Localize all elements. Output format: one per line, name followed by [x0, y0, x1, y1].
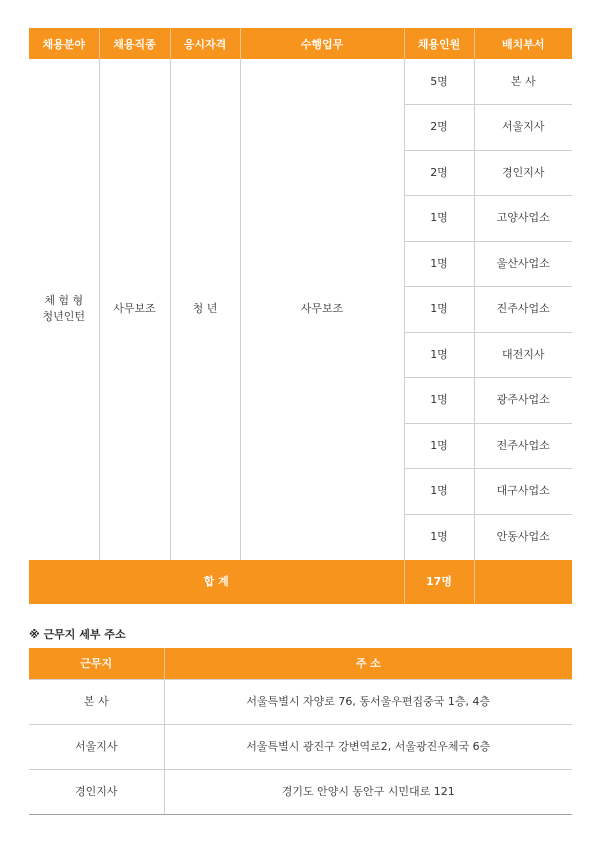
- address-cell: 서울특별시 자양로 76, 동서울우편집중국 1층, 4층: [164, 679, 572, 724]
- field-line2: 청년인턴: [42, 310, 85, 324]
- recruitment-table: [29, 28, 572, 604]
- field-line1: 체 험 형: [44, 294, 84, 308]
- header-headcount: 채용인원: [404, 28, 474, 59]
- department-cell: 전주사업소: [474, 423, 572, 469]
- workplace-cell: 경인지사: [29, 769, 164, 814]
- header-duty: 수행업무: [240, 28, 404, 59]
- headcount-cell: 1명: [404, 332, 474, 378]
- headcount-cell: 2명: [404, 105, 474, 151]
- address-cell: 경기도 안양시 동안구 시민대로 121: [164, 769, 572, 814]
- header-qualification: 응시자격: [170, 28, 240, 59]
- total-count: 17명: [404, 560, 474, 604]
- headcount-cell: 1명: [404, 423, 474, 469]
- department-cell: 대전지사: [474, 332, 572, 378]
- department-cell: 본 사: [474, 59, 572, 105]
- header-field: 채용분야: [29, 28, 99, 59]
- headcount-cell: 1명: [404, 469, 474, 515]
- header-job-type: 채용직종: [99, 28, 170, 59]
- workplace-cell: 서울지사: [29, 724, 164, 769]
- table-row: [29, 679, 572, 724]
- department-cell: 고양사업소: [474, 196, 572, 242]
- headcount-cell: 1명: [404, 378, 474, 424]
- table-row: [29, 59, 572, 105]
- job-type-cell: 사무보조: [99, 59, 170, 560]
- address-header-row: [29, 648, 572, 679]
- department-cell: 경인지사: [474, 150, 572, 196]
- department-cell: 진주사업소: [474, 287, 572, 333]
- department-cell: 안동사업소: [474, 514, 572, 560]
- department-cell: 서울지사: [474, 105, 572, 151]
- table-row: [29, 724, 572, 769]
- department-cell: 광주사업소: [474, 378, 572, 424]
- field-cell: [29, 59, 99, 560]
- address-cell: 서울특별시 광진구 강변역로2, 서울광진우체국 6층: [164, 724, 572, 769]
- qualification-cell: 청 년: [170, 59, 240, 560]
- total-label: 합 계: [29, 560, 404, 604]
- headcount-cell: 1명: [404, 241, 474, 287]
- headcount-cell: 2명: [404, 150, 474, 196]
- headcount-cell: 1명: [404, 514, 474, 560]
- header-department: 배치부서: [474, 28, 572, 59]
- recruitment-header-row: [29, 28, 572, 59]
- headcount-cell: 5명: [404, 59, 474, 105]
- header-workplace: 근무지: [29, 648, 164, 679]
- total-row: [29, 560, 572, 604]
- total-empty-cell: [474, 560, 572, 604]
- address-note-heading: ※ 근무지 세부 주소: [29, 628, 126, 641]
- headcount-cell: 1명: [404, 287, 474, 333]
- duty-cell: 사무보조: [240, 59, 404, 560]
- table-row: [29, 769, 572, 814]
- department-cell: 울산사업소: [474, 241, 572, 287]
- department-cell: 대구사업소: [474, 469, 572, 515]
- header-address: 주 소: [164, 648, 572, 679]
- address-table: [29, 648, 572, 815]
- workplace-cell: 본 사: [29, 679, 164, 724]
- headcount-cell: 1명: [404, 196, 474, 242]
